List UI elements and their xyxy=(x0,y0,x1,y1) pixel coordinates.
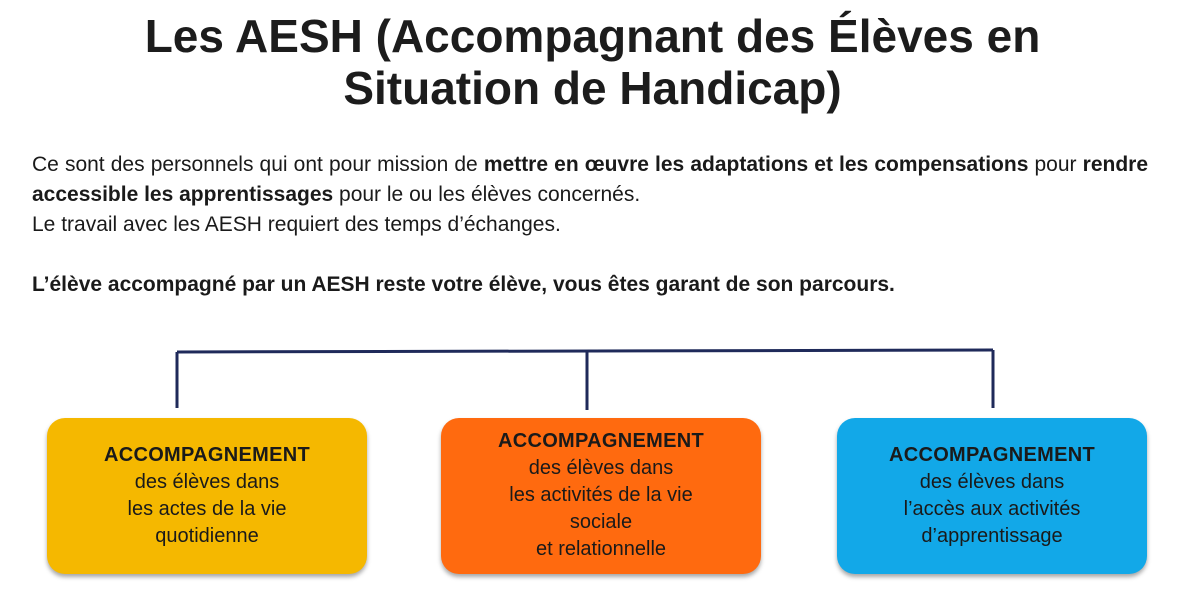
box-line: les activités de la vie xyxy=(509,484,693,506)
box-line: des élèves dans xyxy=(528,457,674,479)
connector-horizontal xyxy=(177,350,993,352)
box-line: et relationnelle xyxy=(535,538,667,560)
box-line: d’apprentissage xyxy=(921,525,1063,547)
intro-text-1: Ce sont des personnels qui ont pour mission de xyxy=(32,153,484,176)
intro-text-2: pour xyxy=(1028,153,1083,176)
box-line: des élèves dans xyxy=(134,471,280,493)
box-line: les actes de la vie xyxy=(127,498,287,520)
title-line-1: Les AESH (Accompagnant des Élèves en xyxy=(144,10,1041,62)
box-heading: ACCOMPAGNEMENT xyxy=(888,444,1096,466)
title-line-2: Situation de Handicap) xyxy=(343,62,842,114)
box-line: des élèves dans xyxy=(919,471,1065,493)
box-heading: ACCOMPAGNEMENT xyxy=(103,444,311,466)
intro-bold-2: rendre accessible les apprentissages xyxy=(32,153,1148,206)
box-daily-life xyxy=(47,418,367,574)
box-learning-access xyxy=(837,418,1147,574)
box-line: quotidienne xyxy=(155,525,259,547)
box-heading: ACCOMPAGNEMENT xyxy=(497,430,705,452)
key-statement: L’élève accompagné par un AESH reste votre élève, vous êtes garant de son parcours. xyxy=(32,273,895,296)
intro-text-4: Le travail avec les AESH requiert des temps d’échanges. xyxy=(32,213,561,236)
intro-bold-1: mettre en œuvre les adaptations et les compensations xyxy=(483,153,1029,176)
box-line: sociale xyxy=(569,511,633,533)
intro-text-3: pour le ou les élèves concernés. xyxy=(333,183,641,206)
box-social-life xyxy=(441,418,761,574)
box-line: l’accès aux activités xyxy=(903,498,1081,520)
